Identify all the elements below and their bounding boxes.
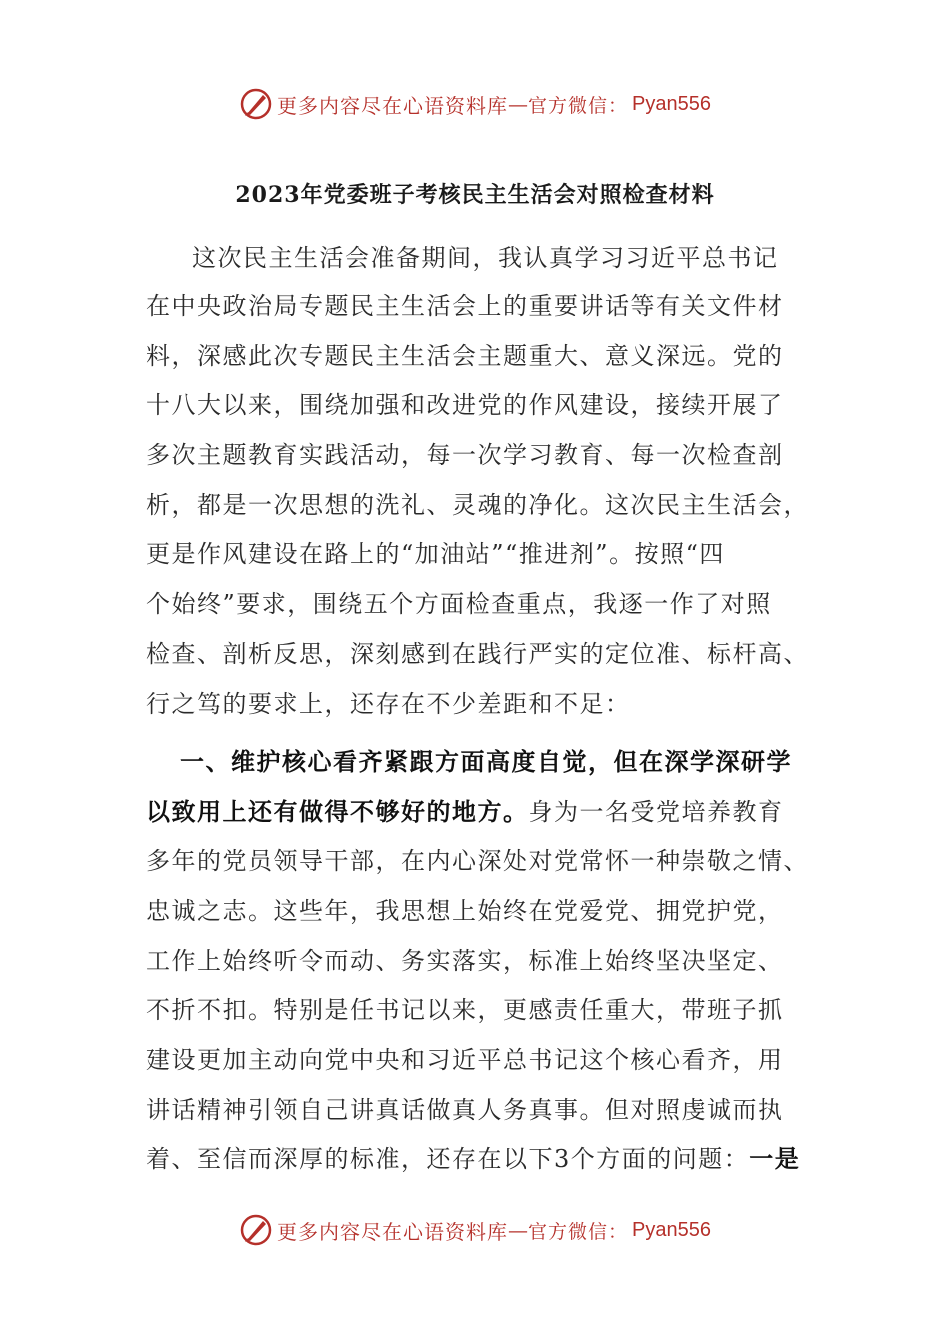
section-heading: 一、维护核心看齐紧跟方面高度自觉，但在深学深研学: [180, 747, 792, 776]
quill-pen-icon: [239, 1213, 273, 1247]
paragraph-line: 检查、剖析反思，深刻感到在践行严实的定位准、标杆高、: [146, 640, 809, 668]
paragraph-line: 工作上始终听令而动、务实落实，标准上始终坚决坚定、: [146, 947, 784, 975]
paragraph-line: 在中央政治局专题民主生活会上的重要讲话等有关文件材: [146, 292, 784, 320]
section-heading-continued: 以致用上还有做得不够好的地方。: [146, 797, 529, 826]
paragraph-line: 多年的党员领导干部，在内心深处对党常怀一种崇敬之情、: [146, 847, 809, 875]
footer-banner: [0, 1210, 950, 1250]
paragraph-line: 多次主题教育实践活动，每一次学习教育、每一次检查剖: [146, 441, 784, 469]
paragraph-text: 身为一名受党培养教育: [528, 798, 784, 826]
paragraph-line: 析，都是一次思想的洗礼、灵魂的净化。这次民主生活会，: [146, 491, 809, 519]
banner-text: 更多内容尽在心语资料库: [277, 1219, 508, 1244]
banner-separator: —: [508, 92, 528, 116]
banner-text: 更多内容尽在心语资料库: [277, 93, 508, 118]
paragraph-line: 讲话精神引领自己讲真话做真人务真事。但对照虔诚而执: [146, 1096, 784, 1124]
banner-wechat-id: Pyan556: [632, 1218, 711, 1241]
header-banner: [0, 84, 950, 124]
paragraph-line: 更是作风建设在路上的“加油站”“推进剂”。按照“四: [146, 540, 725, 568]
point-marker: 一是: [749, 1144, 801, 1173]
paragraph-line: 这次民主生活会准备期间，我认真学习习近平总书记: [192, 244, 779, 272]
paragraph-line: 不折不扣。特别是任书记以来，更感责任重大，带班子抓: [146, 996, 784, 1024]
quill-pen-icon: [239, 87, 273, 121]
document-title: 2023年党委班子考核民主生活会对照检查材料: [235, 182, 715, 208]
banner-separator: —: [508, 1218, 528, 1242]
paragraph-line: 个始终”要求，围绕五个方面检查重点，我逐一作了对照: [146, 590, 772, 618]
paragraph-line: 建设更加主动向党中央和习近平总书记这个核心看齐，用: [146, 1046, 784, 1074]
paragraph-line: [146, 794, 806, 830]
paragraph-line: 料，深感此次专题民主生活会主题重大、意义深远。党的: [146, 342, 784, 370]
banner-wechat-label: 官方微信：: [528, 1220, 629, 1243]
paragraph-line: 十八大以来，围绕加强和改进党的作风建设，接续开展了: [146, 391, 784, 419]
paragraph-line: [146, 1141, 806, 1177]
banner-wechat-label: 官方微信：: [528, 94, 629, 117]
paragraph-text: 着、至信而深厚的标准，还存在以下3个方面的问题：: [146, 1145, 750, 1173]
banner-wechat-id: Pyan556: [632, 92, 711, 115]
paragraph-line: 行之笃的要求上，还存在不少差距和不足：: [146, 690, 631, 718]
paragraph-line: 忠诚之志。这些年，我思想上始终在党爱党、拥党护党，: [146, 897, 784, 925]
